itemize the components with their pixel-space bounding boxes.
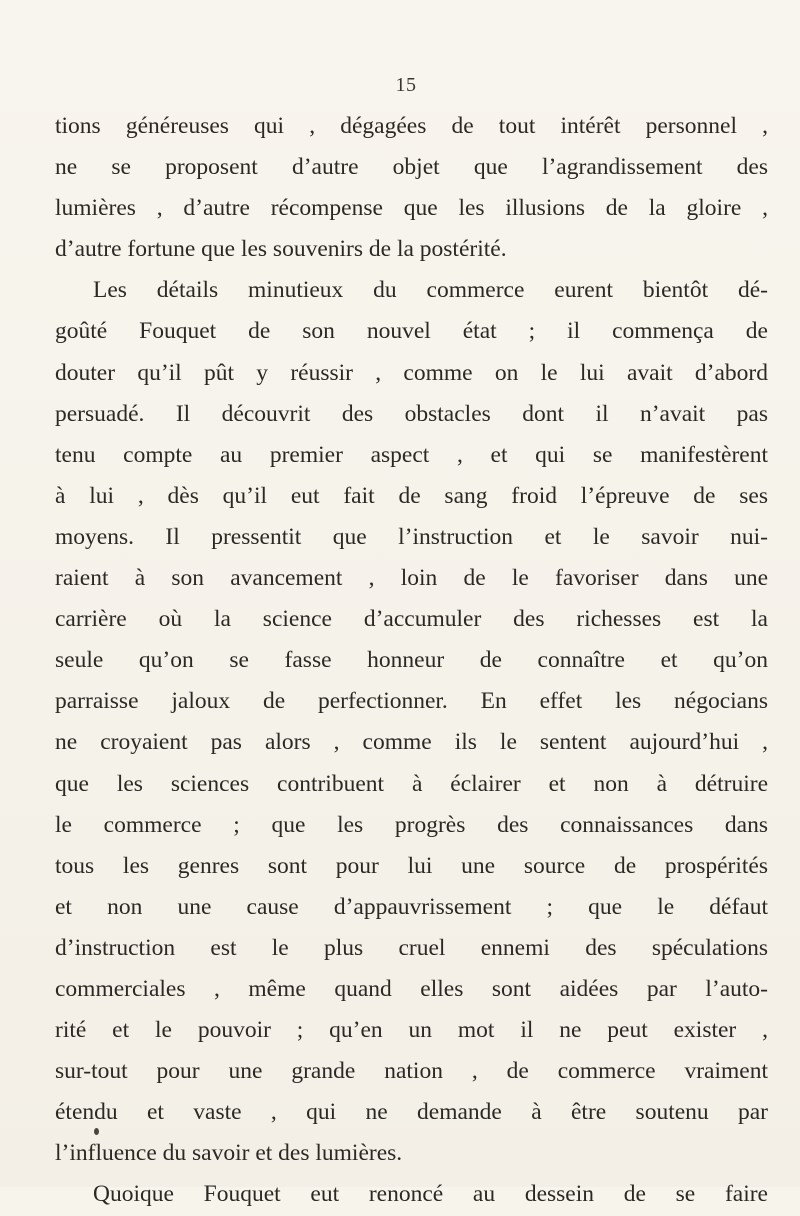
text-line: et non une cause d’appauvrissement ; que le défaut xyxy=(55,893,768,920)
page-number: 15 xyxy=(395,74,417,96)
text-line: Quoique Fouquet eut renoncé au dessein de se faire xyxy=(93,1181,768,1208)
text-line: goûté Fouquet de son nouvel état ; il commença de xyxy=(55,318,768,345)
ink-speck xyxy=(94,1128,99,1135)
text-line: l’influence du savoir et des lumières. xyxy=(55,1140,403,1167)
text-line: tions généreuses qui , dégagées de tout intérêt personnel , xyxy=(55,113,768,139)
text-line: commerciales , même quand elles sont aidées par l’auto- xyxy=(55,975,768,1002)
text-line: tenu compte au premier aspect , et qui se manifestèrent xyxy=(55,441,768,468)
text-line: que les sciences contribuent à éclairer et non à détruire xyxy=(55,770,768,797)
text-line: Les détails minutieux du commerce eurent bientôt dé- xyxy=(93,277,768,304)
text-line: à lui , dès qu’il eut fait de sang froid l’épreuve de ses xyxy=(55,482,768,509)
text-line: douter qu’il pût y réussir , comme on le lui avait d’abord xyxy=(55,359,768,386)
text-line: d’autre fortune que les souvenirs de la postérité. xyxy=(55,236,507,263)
text-line: sur-tout pour une grande nation , de commerce vraiment xyxy=(55,1058,768,1085)
text-line: ne croyaient pas alors , comme ils le sentent aujourd’hui , xyxy=(55,729,768,756)
text-line: ne se proposent d’autre objet que l’agrandissement des xyxy=(55,154,768,181)
body-text xyxy=(55,106,768,1216)
text-line: raient à son avancement , loin de le favoriser dans une xyxy=(55,565,768,592)
text-line: étendu et vaste , qui ne demande à être soutenu par xyxy=(55,1099,768,1126)
text-line: persuadé. Il découvrit des obstacles dont il n’avait pas xyxy=(55,400,768,427)
text-line: seule qu’on se fasse honneur de connaître et qu’on xyxy=(55,647,768,674)
text-line: d’instruction est le plus cruel ennemi des spéculations xyxy=(55,934,768,961)
text-line: le commerce ; que les progrès des connaissances dans xyxy=(55,811,768,838)
text-line: tous les genres sont pour lui une source de prospérités xyxy=(55,852,768,879)
text-line: parraisse jaloux de perfectionner. En effet les négocians xyxy=(55,688,768,715)
text-line: carrière où la science d’accumuler des richesses est la xyxy=(55,606,768,633)
text-line: rité et le pouvoir ; qu’en un mot il ne peut exister , xyxy=(55,1017,768,1044)
text-line: lumières , d’autre récompense que les illusions de la gloire , xyxy=(55,195,768,222)
text-line: moyens. Il pressentit que l’instruction et le savoir nui- xyxy=(55,523,768,550)
